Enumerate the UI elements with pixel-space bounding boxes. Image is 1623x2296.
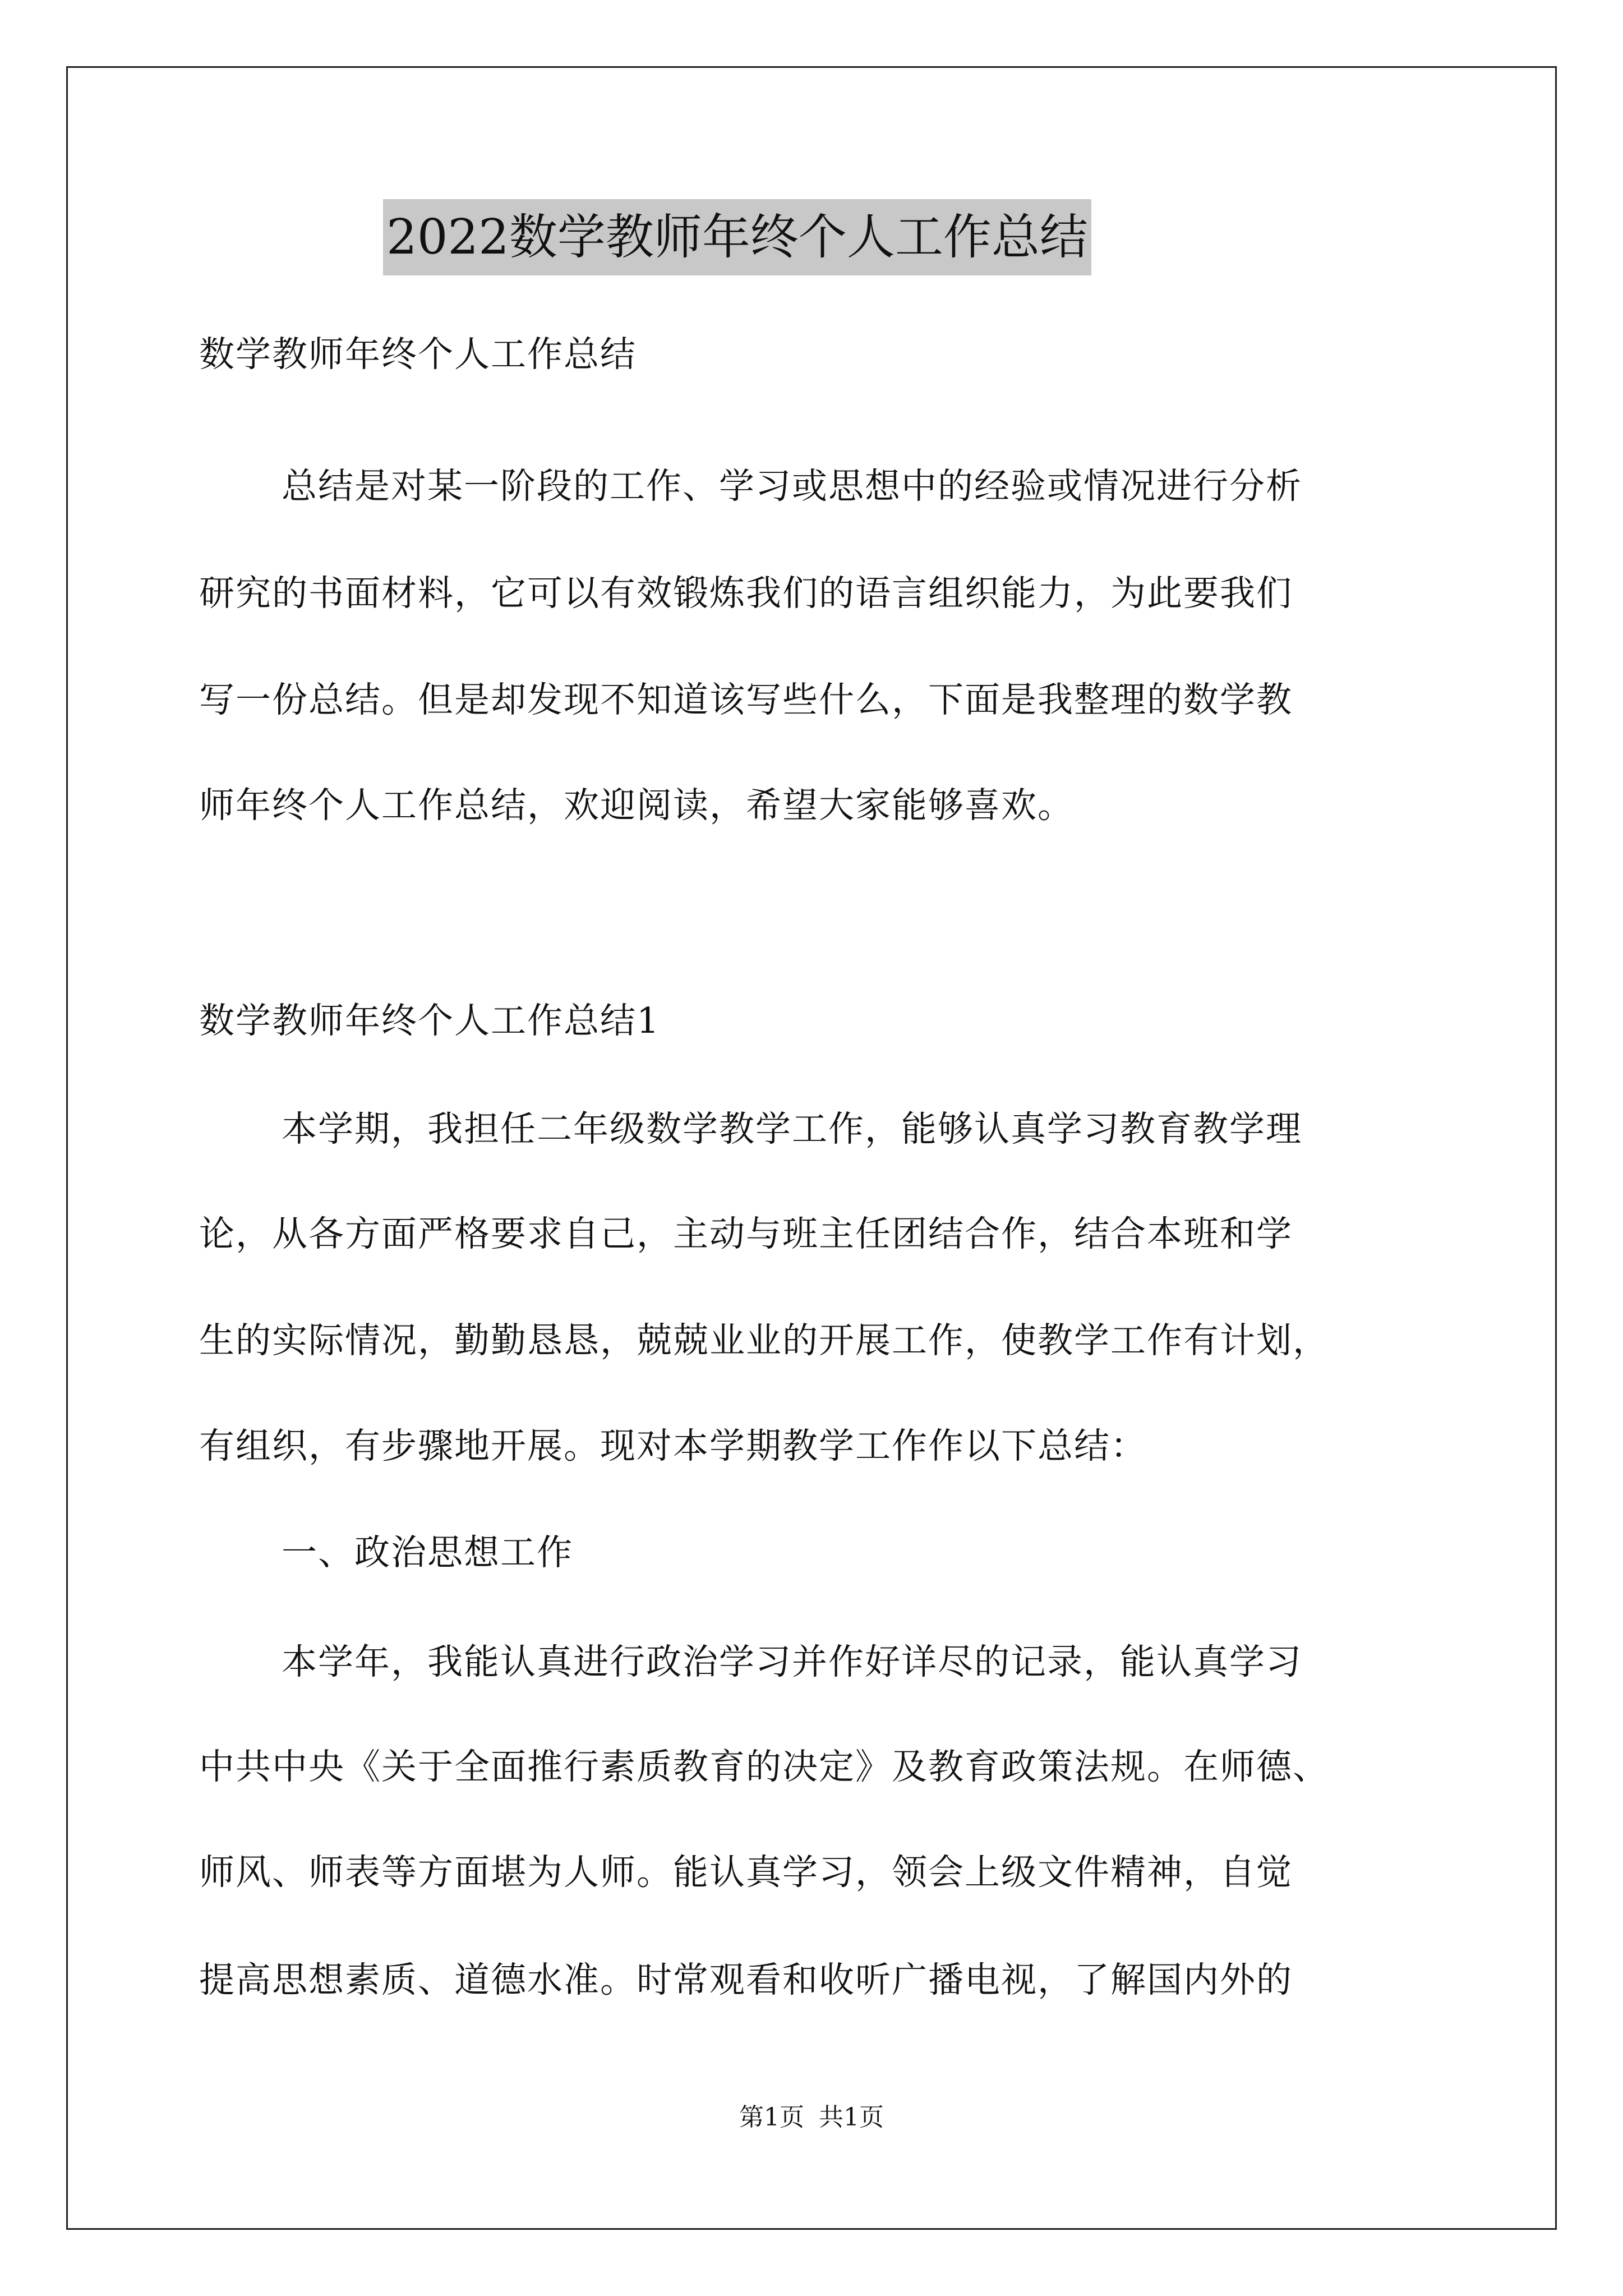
body-line: 师风、师表等方面堪为人师。能认真学习，领会上级文件精神，自觉: [199, 1852, 1293, 1893]
page-footer: [0, 2101, 1623, 2134]
body-line: 中共中央《关于全面推行素质教育的决定》及教育政策法规。在师德、: [199, 1746, 1329, 1787]
body-line: 论，从各方面严格要求自己，主动与班主任团结合作，结合本班和学: [199, 1213, 1293, 1254]
body-line: 总结是对某一阶段的工作、学习或思想中的经验或情况进行分析: [282, 466, 1302, 507]
subsection-heading: 一、政治思想工作: [282, 1532, 573, 1573]
page-number: 第1页: [739, 2103, 804, 2132]
body-line: 本学期，我担任二年级数学教学工作，能够认真学习教育教学理: [282, 1108, 1302, 1149]
subtitle-line: 数学教师年终个人工作总结: [199, 334, 637, 375]
body-line: 研究的书面材料，它可以有效锻炼我们的语言组织能力，为此要我们: [199, 573, 1293, 614]
body-line: 生的实际情况，勤勤恳恳，兢兢业业的开展工作，使教学工作有计划，: [199, 1320, 1329, 1361]
section-heading: 数学教师年终个人工作总结1: [199, 1000, 661, 1041]
body-line: 提高思想素质、道德水准。时常观看和收听广播电视，了解国内外的: [199, 1959, 1293, 2000]
body-line: 本学年，我能认真进行政治学习并作好详尽的记录，能认真学习: [282, 1641, 1302, 1682]
body-line: 写一份总结。但是却发现不知道该写些什么，下面是我整理的数学教: [199, 679, 1293, 720]
page-total: 共1页: [819, 2103, 884, 2132]
document-title: 2022数学教师年终个人工作总结: [383, 199, 1091, 275]
body-line: 有组织，有步骤地开展。现对本学期教学工作作以下总结：: [199, 1425, 1147, 1466]
body-line: 师年终个人工作总结，欢迎阅读，希望大家能够喜欢。: [199, 785, 1074, 826]
